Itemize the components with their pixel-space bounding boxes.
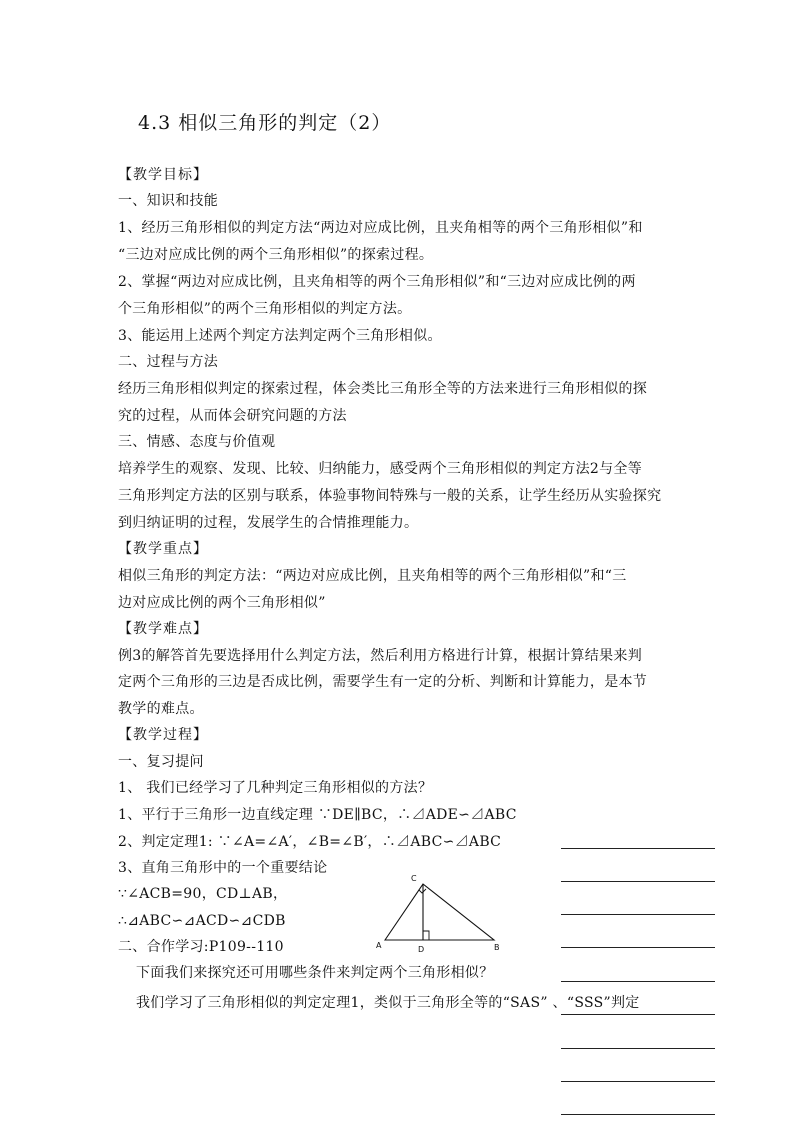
paragraph-line: 边对应成比例的两个三角形相似” [118, 595, 326, 611]
subheading-cooperative-learning: 二、合作学习:P109--110 [118, 939, 284, 955]
paragraph-line: 到归纳证明的过程，发展学生的合情推理能力。 [118, 515, 419, 531]
paragraph-line: 1、平行于三角形一边直线定理 ∵DE∥BC，∴⊿ADE∽⊿ABC [118, 807, 517, 823]
vertex-label-b: B [494, 943, 500, 952]
paragraph-line: 个三角形相似”的两个三角形相似的判定方法。 [118, 301, 412, 317]
section-header-teaching-process: 【教学过程】 [118, 727, 208, 743]
section-header-difficulties: 【教学难点】 [118, 621, 208, 637]
paragraph-line: 经历三角形相似判定的探索过程，体会类比三角形全等的方法来进行三角形相似的探 [118, 381, 648, 397]
paragraph-line: 究的过程，从而体会研究问题的方法 [118, 408, 347, 424]
vertex-label-d: D [418, 945, 425, 954]
paragraph-line: 3、能运用上述两个判定方法判定两个三角形相似。 [118, 328, 442, 344]
paragraph-line: 下面我们来探究还可用哪些条件来判定两个三角形相似？ [136, 965, 494, 981]
paragraph-line: “三边对应成比例的两个三角形相似”的探索过程。 [118, 247, 434, 263]
note-blank-line [561, 1114, 715, 1115]
paragraph-line: 1、经历三角形相似的判定方法“两边对应成比例，且夹角相等的两个三角形相似”和 [118, 220, 643, 236]
note-blank-line [561, 947, 715, 948]
right-triangle-figure [370, 868, 510, 958]
paragraph-line: 我们学习了三角形相似的判定定理1，类似于三角形全等的“SAS” 、“SSS”判定 [136, 995, 640, 1011]
subheading-knowledge-skills: 一、知识和技能 [118, 193, 219, 209]
note-blank-line [561, 1014, 715, 1015]
note-blank-line [561, 1081, 715, 1082]
vertex-label-a: A [376, 941, 382, 950]
paragraph-line: 2、判定定理1: ∵∠A=∠A′，∠B=∠B′，∴⊿ABC∽⊿ABC [118, 834, 502, 850]
paragraph-line: 三角形判定方法的区别与联系，体验事物间特殊与一般的关系，让学生经历从实验探究 [118, 488, 662, 504]
paragraph-line: 3、直角三角形中的一个重要结论 [118, 860, 328, 876]
document-title: 4.3 相似三角形的判定（2） [138, 112, 392, 134]
subheading-review: 一、复习提问 [118, 754, 204, 770]
triangle-abc [385, 884, 494, 940]
paragraph-line: ∴⊿ABC∽⊿ACD∽⊿CDB [118, 913, 286, 929]
paragraph-line: 1、 我们已经学习了几种判定三角形相似的方法？ [118, 780, 433, 796]
note-blank-line [561, 1048, 715, 1049]
subheading-process-method: 二、过程与方法 [118, 354, 219, 370]
right-angle-mark-d [423, 931, 429, 940]
paragraph-line: 定两个三角形的三边是否成比例，需要学生有一定的分析、判断和计算能力，是本节 [118, 674, 648, 690]
paragraph-line: 教学的难点。 [118, 701, 204, 717]
note-blank-line [561, 848, 715, 849]
subheading-attitude-values: 三、情感、态度与价值观 [118, 434, 276, 450]
note-blank-line [561, 881, 715, 882]
paragraph-line: 2、掌握“两边对应成比例，且夹角相等的两个三角形相似”和“三边对应成比例的两 [118, 274, 636, 290]
paragraph-line: ∵∠ACB=90，CD⊥AB， [118, 886, 288, 902]
note-blank-line [561, 914, 715, 915]
paragraph-line: 培养学生的观察、发现、比较、归纳能力，感受两个三角形相似的判定方法2与全等 [118, 461, 643, 477]
section-header-objectives: 【教学目标】 [118, 167, 208, 183]
vertex-label-c: C [411, 874, 417, 883]
paragraph-line: 相似三角形的判定方法：“两边对应成比例，且夹角相等的两个三角形相似”和“三 [118, 568, 627, 584]
note-blank-line [561, 981, 715, 982]
section-header-key-points: 【教学重点】 [118, 541, 208, 557]
paragraph-line: 例3的解答首先要选择用什么判定方法，然后利用方格进行计算，根据计算结果来判 [118, 648, 643, 664]
